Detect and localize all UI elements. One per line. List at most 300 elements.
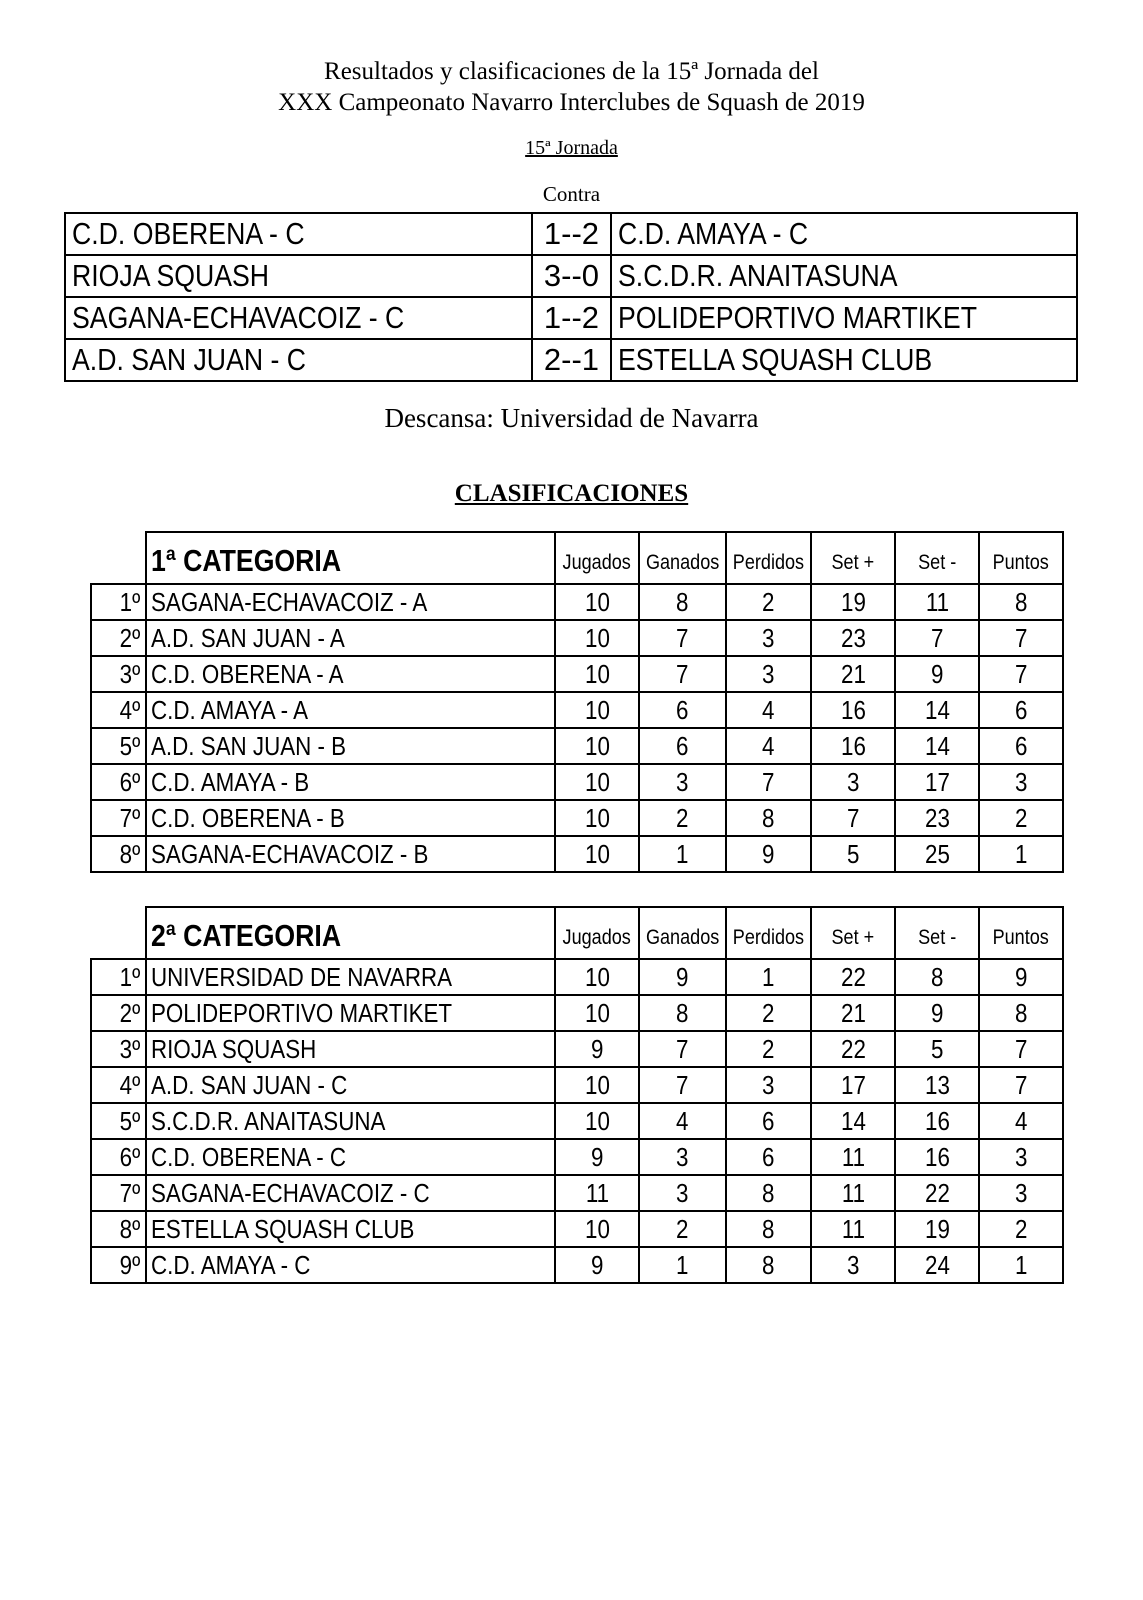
stat-cell-set bbox=[895, 959, 979, 995]
table-row bbox=[91, 620, 1063, 656]
team-cell bbox=[146, 1175, 555, 1211]
stat-cell-perdidos bbox=[726, 1175, 811, 1211]
stat-value: 7 bbox=[1014, 659, 1028, 689]
stat-value: 10 bbox=[584, 839, 610, 869]
stat-cell-set bbox=[811, 836, 895, 872]
stat-value: 7 bbox=[676, 1034, 689, 1064]
stat-cell-set bbox=[811, 1031, 895, 1067]
stat-value: 3 bbox=[1014, 767, 1028, 797]
stat-cell-set bbox=[895, 1031, 979, 1067]
stat-value: 11 bbox=[585, 1178, 609, 1208]
stat-value: 4 bbox=[762, 731, 775, 761]
away-team bbox=[611, 297, 1077, 339]
stat-value: 14 bbox=[840, 1106, 866, 1136]
stat-value: 10 bbox=[584, 695, 610, 725]
stat-value: 8 bbox=[762, 1178, 775, 1208]
stat-cell-jugados bbox=[555, 584, 639, 620]
stat-cell-set bbox=[895, 1211, 979, 1247]
position-text: 4º bbox=[119, 1070, 141, 1100]
stat-cell-jugados bbox=[555, 1175, 639, 1211]
column-header bbox=[726, 532, 811, 584]
team-cell bbox=[146, 1103, 555, 1139]
stat-value: 7 bbox=[676, 1070, 689, 1100]
position-text: 8º bbox=[119, 1214, 141, 1244]
stat-value: 8 bbox=[1014, 998, 1028, 1028]
home-team bbox=[65, 297, 532, 339]
stat-cell-set bbox=[895, 656, 979, 692]
position-cell bbox=[91, 764, 146, 800]
team-cell bbox=[146, 995, 555, 1031]
stat-cell-set bbox=[811, 1175, 895, 1211]
stat-cell-jugados bbox=[555, 620, 639, 656]
stat-cell-perdidos bbox=[726, 959, 811, 995]
stat-value: 1 bbox=[762, 962, 775, 992]
stat-cell-ganados bbox=[639, 1211, 726, 1247]
stat-value: 7 bbox=[676, 659, 689, 689]
position-cell bbox=[91, 1211, 146, 1247]
stat-cell-set bbox=[811, 1067, 895, 1103]
match-row bbox=[65, 213, 1077, 255]
team-cell bbox=[146, 584, 555, 620]
stat-value: 4 bbox=[762, 695, 775, 725]
stat-cell-jugados bbox=[555, 836, 639, 872]
column-header-text: Set - bbox=[918, 926, 957, 949]
team-name: C.D. OBERENA - A bbox=[151, 659, 344, 689]
column-header-text: Set + bbox=[831, 926, 875, 949]
stat-cell-puntos bbox=[979, 764, 1063, 800]
away-team-name: POLIDEPORTIVO MARTIKET bbox=[618, 300, 978, 335]
team-cell bbox=[146, 764, 555, 800]
team-cell bbox=[146, 959, 555, 995]
stat-value: 11 bbox=[841, 1214, 865, 1244]
stat-value: 2 bbox=[1014, 1214, 1028, 1244]
home-team-name: A.D. SAN JUAN - C bbox=[72, 342, 307, 377]
match-row bbox=[65, 297, 1077, 339]
team-name: C.D. AMAYA - C bbox=[151, 1250, 311, 1280]
position-cell bbox=[91, 1247, 146, 1283]
stat-value: 9 bbox=[676, 962, 689, 992]
home-team-name: C.D. OBERENA - C bbox=[72, 216, 305, 251]
stat-value: 9 bbox=[930, 659, 944, 689]
standings-header-row bbox=[91, 907, 1063, 959]
position-cell bbox=[91, 800, 146, 836]
position-cell bbox=[91, 1067, 146, 1103]
stat-cell-ganados bbox=[639, 1139, 726, 1175]
position-cell bbox=[91, 728, 146, 764]
table-row bbox=[91, 1103, 1063, 1139]
jornada-label: 15ª Jornada bbox=[525, 137, 618, 159]
stat-value: 22 bbox=[924, 1178, 950, 1208]
table-row bbox=[91, 584, 1063, 620]
column-header-text: Jugados bbox=[562, 926, 632, 949]
position-cell bbox=[91, 995, 146, 1031]
away-team-name: S.C.D.R. ANAITASUNA bbox=[618, 258, 898, 293]
position-text: 3º bbox=[119, 1034, 141, 1064]
stat-cell-perdidos bbox=[726, 1211, 811, 1247]
stat-cell-jugados bbox=[555, 995, 639, 1031]
stat-value: 19 bbox=[840, 587, 866, 617]
stat-cell-jugados bbox=[555, 1067, 639, 1103]
position-cell bbox=[91, 620, 146, 656]
position-text: 2º bbox=[119, 623, 141, 653]
home-team-name: RIOJA SQUASH bbox=[72, 258, 270, 293]
stat-cell-ganados bbox=[639, 656, 726, 692]
position-text: 6º bbox=[119, 1142, 141, 1172]
stat-cell-perdidos bbox=[726, 1067, 811, 1103]
team-cell bbox=[146, 1247, 555, 1283]
stat-value: 16 bbox=[924, 1106, 950, 1136]
stat-value: 3 bbox=[676, 1178, 689, 1208]
table-row bbox=[91, 728, 1063, 764]
table-row bbox=[91, 1247, 1063, 1283]
stat-cell-puntos bbox=[979, 1175, 1063, 1211]
table-row bbox=[91, 836, 1063, 872]
stat-cell-puntos bbox=[979, 584, 1063, 620]
stat-cell-ganados bbox=[639, 836, 726, 872]
stat-cell-perdidos bbox=[726, 1103, 811, 1139]
stat-cell-puntos bbox=[979, 728, 1063, 764]
column-header-text: Ganados bbox=[645, 551, 720, 574]
stat-value: 3 bbox=[1014, 1178, 1028, 1208]
category-title bbox=[146, 907, 555, 959]
table-row bbox=[91, 995, 1063, 1031]
stat-cell-puntos bbox=[979, 656, 1063, 692]
column-header-text: Perdidos bbox=[733, 926, 805, 949]
table-row bbox=[91, 692, 1063, 728]
stat-cell-jugados bbox=[555, 728, 639, 764]
team-cell bbox=[146, 692, 555, 728]
position-text: 1º bbox=[119, 587, 141, 617]
category-title-text: 2ª CATEGORIA bbox=[151, 918, 342, 953]
column-header bbox=[811, 907, 895, 959]
stat-value: 3 bbox=[762, 659, 775, 689]
team-name: A.D. SAN JUAN - C bbox=[151, 1070, 348, 1100]
stat-cell-perdidos bbox=[726, 584, 811, 620]
stat-cell-puntos bbox=[979, 1139, 1063, 1175]
stat-value: 4 bbox=[1014, 1106, 1028, 1136]
stat-value: 10 bbox=[584, 767, 610, 797]
stat-value: 10 bbox=[584, 962, 610, 992]
stat-value: 2 bbox=[676, 803, 689, 833]
position-cell bbox=[91, 584, 146, 620]
stat-cell-set bbox=[811, 728, 895, 764]
away-team-name: C.D. AMAYA - C bbox=[618, 216, 809, 251]
position-text: 3º bbox=[119, 659, 141, 689]
stat-cell-set bbox=[895, 728, 979, 764]
home-team bbox=[65, 213, 532, 255]
stat-cell-jugados bbox=[555, 656, 639, 692]
stat-value: 1 bbox=[1014, 1250, 1028, 1280]
stat-value: 4 bbox=[676, 1106, 689, 1136]
stat-value: 7 bbox=[1014, 1070, 1028, 1100]
team-name: RIOJA SQUASH bbox=[151, 1034, 317, 1064]
stat-cell-set bbox=[895, 620, 979, 656]
team-cell bbox=[146, 836, 555, 872]
stat-value: 10 bbox=[584, 1106, 610, 1136]
stat-value: 19 bbox=[924, 1214, 950, 1244]
stat-value: 6 bbox=[676, 695, 689, 725]
stat-cell-puntos bbox=[979, 1211, 1063, 1247]
stat-cell-set bbox=[811, 1139, 895, 1175]
stat-cell-perdidos bbox=[726, 1247, 811, 1283]
stat-value: 9 bbox=[1014, 962, 1028, 992]
stat-cell-set bbox=[811, 656, 895, 692]
title-line-2: XXX Campeonato Navarro Interclubes de Squash de 2019 bbox=[278, 89, 865, 116]
stat-value: 11 bbox=[925, 587, 949, 617]
stat-value: 7 bbox=[846, 803, 860, 833]
stat-value: 11 bbox=[841, 1142, 865, 1172]
position-text: 2º bbox=[119, 998, 141, 1028]
team-name: UNIVERSIDAD DE NAVARRA bbox=[151, 962, 453, 992]
column-header bbox=[555, 532, 639, 584]
table-row bbox=[91, 656, 1063, 692]
position-cell bbox=[91, 1031, 146, 1067]
stat-cell-ganados bbox=[639, 995, 726, 1031]
stat-value: 3 bbox=[676, 1142, 689, 1172]
stat-value: 3 bbox=[762, 623, 775, 653]
match-score: 3--0 bbox=[532, 255, 611, 297]
stat-cell-jugados bbox=[555, 1103, 639, 1139]
team-name: A.D. SAN JUAN - B bbox=[151, 731, 347, 761]
stat-cell-set bbox=[895, 692, 979, 728]
position-text: 7º bbox=[119, 803, 141, 833]
team-cell bbox=[146, 1031, 555, 1067]
stat-value: 21 bbox=[840, 659, 866, 689]
title-line-1: Resultados y clasificaciones de la 15ª Jornada del bbox=[324, 58, 819, 85]
position-text: 8º bbox=[119, 839, 141, 869]
stat-value: 1 bbox=[676, 839, 689, 869]
team-cell bbox=[146, 1211, 555, 1247]
position-text: 5º bbox=[119, 1106, 141, 1136]
column-header-text: Ganados bbox=[645, 926, 720, 949]
stat-value: 7 bbox=[930, 623, 944, 653]
stat-value: 10 bbox=[584, 731, 610, 761]
team-cell bbox=[146, 728, 555, 764]
stat-value: 25 bbox=[924, 839, 950, 869]
stat-cell-perdidos bbox=[726, 800, 811, 836]
stat-cell-set bbox=[895, 1175, 979, 1211]
match-score: 2--1 bbox=[532, 339, 611, 381]
stat-cell-set bbox=[811, 692, 895, 728]
stat-value: 7 bbox=[1014, 623, 1028, 653]
team-name: C.D. OBERENA - C bbox=[151, 1142, 347, 1172]
stat-cell-set bbox=[895, 764, 979, 800]
position-text: 6º bbox=[119, 767, 141, 797]
stat-cell-perdidos bbox=[726, 620, 811, 656]
position-cell bbox=[91, 1175, 146, 1211]
stat-cell-ganados bbox=[639, 1247, 726, 1283]
stat-value: 6 bbox=[676, 731, 689, 761]
stat-value: 9 bbox=[930, 998, 944, 1028]
stat-cell-ganados bbox=[639, 1067, 726, 1103]
stat-cell-jugados bbox=[555, 764, 639, 800]
position-text: 9º bbox=[119, 1250, 141, 1280]
team-cell bbox=[146, 800, 555, 836]
position-text: 1º bbox=[119, 962, 141, 992]
stat-value: 3 bbox=[846, 767, 860, 797]
stat-cell-set bbox=[811, 800, 895, 836]
column-header-text: Perdidos bbox=[733, 551, 805, 574]
stat-value: 16 bbox=[840, 695, 866, 725]
column-header bbox=[639, 907, 726, 959]
position-cell bbox=[91, 836, 146, 872]
column-header bbox=[895, 907, 979, 959]
stat-cell-perdidos bbox=[726, 764, 811, 800]
stat-cell-ganados bbox=[639, 1175, 726, 1211]
team-name: POLIDEPORTIVO MARTIKET bbox=[151, 998, 453, 1028]
team-name: SAGANA-ECHAVACOIZ - B bbox=[151, 839, 429, 869]
stat-value: 8 bbox=[762, 1214, 775, 1244]
stat-value: 9 bbox=[590, 1034, 604, 1064]
stat-cell-set bbox=[811, 1247, 895, 1283]
stat-cell-set bbox=[811, 620, 895, 656]
stat-cell-perdidos bbox=[726, 1139, 811, 1175]
match-row bbox=[65, 255, 1077, 297]
stat-cell-perdidos bbox=[726, 656, 811, 692]
stat-value: 17 bbox=[840, 1070, 866, 1100]
team-name: ESTELLA SQUASH CLUB bbox=[151, 1214, 415, 1244]
table-row bbox=[91, 1211, 1063, 1247]
stat-cell-ganados bbox=[639, 959, 726, 995]
stat-cell-jugados bbox=[555, 1139, 639, 1175]
away-team bbox=[611, 213, 1077, 255]
stat-value: 5 bbox=[846, 839, 860, 869]
stat-cell-set bbox=[895, 584, 979, 620]
table-row bbox=[91, 1139, 1063, 1175]
column-header bbox=[811, 532, 895, 584]
stat-cell-set bbox=[811, 995, 895, 1031]
column-header-text: Jugados bbox=[562, 551, 632, 574]
stat-value: 11 bbox=[841, 1178, 865, 1208]
document-title bbox=[0, 56, 1143, 118]
stat-cell-set bbox=[811, 1211, 895, 1247]
column-header bbox=[895, 532, 979, 584]
team-cell bbox=[146, 1139, 555, 1175]
team-name: C.D. OBERENA - B bbox=[151, 803, 345, 833]
standings-header-row bbox=[91, 532, 1063, 584]
column-header-text: Set - bbox=[918, 551, 957, 574]
column-header-text: Puntos bbox=[992, 551, 1050, 574]
stat-value: 22 bbox=[840, 962, 866, 992]
team-name: C.D. AMAYA - B bbox=[151, 767, 310, 797]
stat-cell-jugados bbox=[555, 692, 639, 728]
position-cell bbox=[91, 1139, 146, 1175]
stat-cell-set bbox=[895, 995, 979, 1031]
home-team bbox=[65, 255, 532, 297]
descansa-note: Descansa: Universidad de Navarra bbox=[384, 403, 759, 433]
stat-value: 16 bbox=[924, 1142, 950, 1172]
table-row bbox=[91, 959, 1063, 995]
stat-cell-perdidos bbox=[726, 692, 811, 728]
stat-value: 10 bbox=[584, 1214, 610, 1244]
stat-value: 23 bbox=[924, 803, 950, 833]
header-spacer bbox=[91, 532, 146, 584]
table-row bbox=[91, 1031, 1063, 1067]
stat-cell-puntos bbox=[979, 1067, 1063, 1103]
stat-value: 14 bbox=[924, 695, 950, 725]
stat-cell-jugados bbox=[555, 1211, 639, 1247]
stat-value: 10 bbox=[584, 659, 610, 689]
standings-table-cat2 bbox=[90, 906, 1064, 1284]
stat-value: 23 bbox=[840, 623, 866, 653]
stat-cell-set bbox=[811, 584, 895, 620]
stat-cell-puntos bbox=[979, 1247, 1063, 1283]
stat-cell-set bbox=[811, 1103, 895, 1139]
stat-value: 13 bbox=[924, 1070, 950, 1100]
stat-cell-set bbox=[895, 1067, 979, 1103]
table-row bbox=[91, 764, 1063, 800]
stat-value: 7 bbox=[676, 623, 689, 653]
away-team bbox=[611, 255, 1077, 297]
stat-cell-perdidos bbox=[726, 995, 811, 1031]
position-text: 4º bbox=[119, 695, 141, 725]
stat-cell-jugados bbox=[555, 1031, 639, 1067]
home-team-name: SAGANA-ECHAVACOIZ - C bbox=[72, 300, 405, 335]
stat-value: 6 bbox=[762, 1142, 775, 1172]
position-cell bbox=[91, 692, 146, 728]
position-cell bbox=[91, 656, 146, 692]
stat-cell-puntos bbox=[979, 692, 1063, 728]
stat-value: 2 bbox=[762, 998, 775, 1028]
match-score: 1--2 bbox=[532, 213, 611, 255]
stat-cell-ganados bbox=[639, 800, 726, 836]
table-row bbox=[91, 1067, 1063, 1103]
stat-cell-set bbox=[895, 800, 979, 836]
stat-value: 9 bbox=[762, 839, 775, 869]
stat-cell-ganados bbox=[639, 1103, 726, 1139]
stat-cell-puntos bbox=[979, 959, 1063, 995]
stat-cell-jugados bbox=[555, 1247, 639, 1283]
stat-value: 24 bbox=[924, 1250, 950, 1280]
stat-cell-ganados bbox=[639, 1031, 726, 1067]
stat-value: 3 bbox=[1014, 1142, 1028, 1172]
stat-value: 2 bbox=[762, 1034, 775, 1064]
contra-label: Contra bbox=[542, 182, 601, 206]
stat-value: 2 bbox=[762, 587, 775, 617]
stat-cell-set bbox=[895, 836, 979, 872]
position-text: 5º bbox=[119, 731, 141, 761]
stat-cell-set bbox=[895, 1247, 979, 1283]
table-row bbox=[91, 1175, 1063, 1211]
stat-value: 3 bbox=[676, 767, 689, 797]
stat-cell-set bbox=[811, 959, 895, 995]
stat-value: 10 bbox=[584, 587, 610, 617]
stat-cell-puntos bbox=[979, 800, 1063, 836]
stat-value: 8 bbox=[762, 803, 775, 833]
stat-cell-puntos bbox=[979, 1031, 1063, 1067]
stat-value: 9 bbox=[590, 1250, 604, 1280]
stat-value: 16 bbox=[840, 731, 866, 761]
team-cell bbox=[146, 1067, 555, 1103]
team-name: S.C.D.R. ANAITASUNA bbox=[151, 1106, 386, 1136]
team-name: SAGANA-ECHAVACOIZ - A bbox=[151, 587, 428, 617]
stat-value: 10 bbox=[584, 1070, 610, 1100]
stat-value: 8 bbox=[676, 998, 689, 1028]
stat-cell-ganados bbox=[639, 728, 726, 764]
stat-value: 7 bbox=[762, 767, 775, 797]
stat-value: 1 bbox=[676, 1250, 689, 1280]
column-header-text: Puntos bbox=[992, 926, 1050, 949]
home-team bbox=[65, 339, 532, 381]
stat-value: 8 bbox=[930, 962, 944, 992]
stat-value: 3 bbox=[762, 1070, 775, 1100]
stat-cell-perdidos bbox=[726, 836, 811, 872]
stat-value: 6 bbox=[1014, 695, 1028, 725]
away-team bbox=[611, 339, 1077, 381]
stat-value: 21 bbox=[840, 998, 866, 1028]
stat-value: 10 bbox=[584, 998, 610, 1028]
position-text: 7º bbox=[119, 1178, 141, 1208]
